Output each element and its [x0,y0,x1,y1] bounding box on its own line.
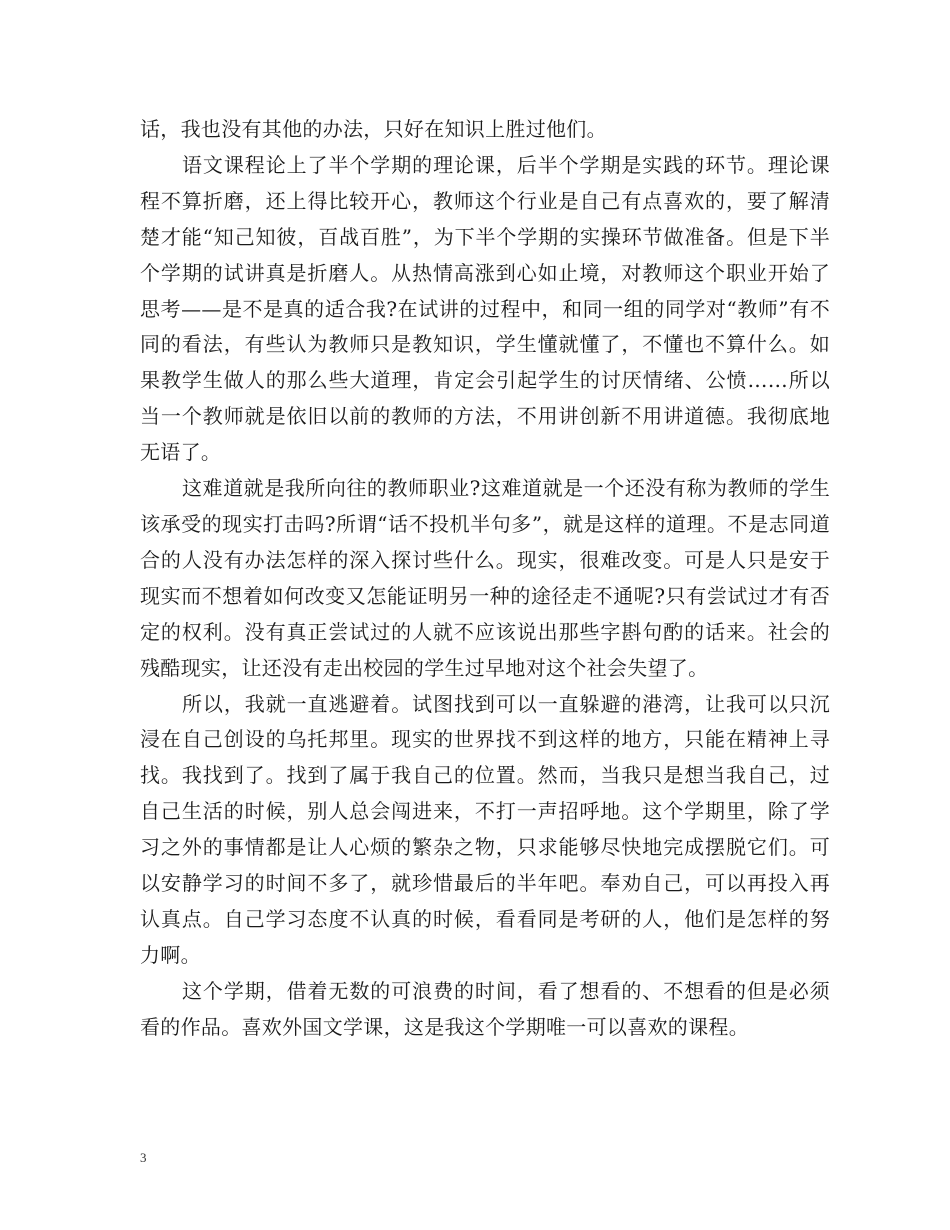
paragraph-2: 语文课程论上了半个学期的理论课，后半个学期是实践的环节。理论课程不算折磨，还上得比较开心，教师这个行业是自己有点喜欢的，要了解清楚才能“知己知彼，百战百胜”，为下半个学期的实操环节做准备。但是下半个学期的试讲真是折磨人。从热情高涨到心如止境，对教师这个职业开始了思考——是不是真的适合我?在试讲的过程中，和同一组的同学对“教师”有不同的看法，有些认为教师只是教知识，学生懂就懂了，不懂也不算什么。如果教学生做人的那么些大道理，肯定会引起学生的讨厌情绪、公愤……所以当一个教师就是依旧以前的教师的方法，不用讲创新不用讲道德。我彻底地无语了。 [140,152,830,465]
paragraph-3: 这难道就是我所向往的教师职业?这难道就是一个还没有称为教师的学生该承受的现实打击吗?所谓“话不投机半句多”，就是这样的道理。不是志同道合的人没有办法怎样的深入探讨些什么。现实，很难改变。可是人只是安于现实而不想着如何改变又怎能证明另一种的途径走不通呢?只有尝试过才有否定的权利。没有真正尝试过的人就不应该说出那些字斟句酌的话来。社会的残酷现实，让还没有走出校园的学生过早地对这个社会失望了。 [140,476,830,680]
paragraph-4: 所以，我就一直逃避着。试图找到可以一直躲避的港湾，让我可以只沉浸在自己创设的乌托邦里。现实的世界找不到这样的地方，只能在精神上寻找。我找到了。找到了属于我自己的位置。然而，当我只是想当我自己，过自己生活的时候，别人总会闯进来，不打一声招呼地。这个学期里，除了学习之外的事情都是让人心烦的繁杂之物，只求能够尽快地完成摆脱它们。可以安静学习的时间不多了，就珍惜最后的半年吧。奉劝自己，可以再投入再认真点。自己学习态度不认真的时候，看看同是考研的人，他们是怎样的努力啊。 [140,691,830,967]
page-number: 3 [140,1150,147,1165]
paragraph-1: 话，我也没有其他的办法，只好在知识上胜过他们。 [140,117,607,141]
paragraph-5: 这个学期，借着无数的可浪费的时间，看了想看的、不想看的但是必须看的作品。喜欢外国文学课，这是我这个学期唯一可以喜欢的课程。 [140,978,830,1039]
document-body [140,112,830,1046]
